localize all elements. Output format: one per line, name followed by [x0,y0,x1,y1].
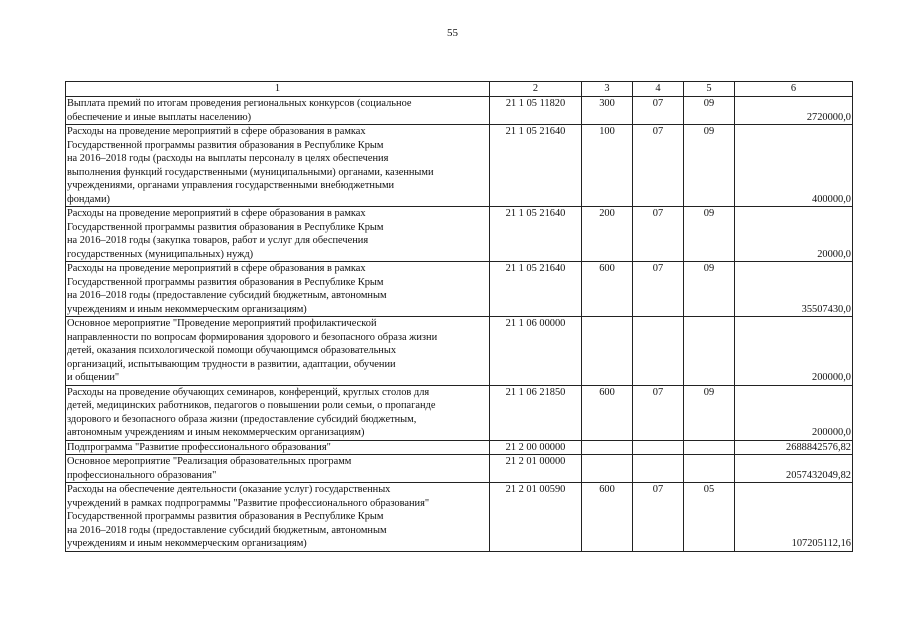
row-amount: 400000,0 [735,125,853,207]
row-description: Основное мероприятие "Проведение мероприятий профилактической направленности по вопросам формирования здорового и безопасного образа жизни детей, оказания психологической помощи обучающимся образовательных организаций, испытывающим трудности в развитии, адаптации, обучении и общении" [66,317,490,386]
row-section [633,455,684,483]
row-expense-type [582,440,633,455]
row-description: Расходы на проведение мероприятий в сфере образования в рамках Государственной программы развития образования в Республике Крым на 2016–2018 годы (закупка товаров, работ и услуг для обеспечения государственных (муниципальных) нужд) [66,207,490,262]
header-col-5: 5 [684,82,735,97]
row-amount: 2720000,0 [735,97,853,125]
row-target-code: 21 1 06 21850 [490,385,582,440]
row-section: 07 [633,262,684,317]
table-row [66,455,853,483]
row-amount: 35507430,0 [735,262,853,317]
row-section: 07 [633,385,684,440]
row-description: Расходы на обеспечение деятельности (оказание услуг) государственных учреждений в рамках подпрограммы "Развитие профессионального образования" Государственной программы развития образования в Республике Крым на 2016–2018 годы (предоставление субсидий бюджетным, автономным учреждениям и иным некоммерческим организациям) [66,483,490,552]
row-subsection: 09 [684,207,735,262]
row-description: Подпрограмма "Развитие профессионального образования" [66,440,490,455]
row-subsection: 09 [684,97,735,125]
row-expense-type: 600 [582,262,633,317]
row-expense-type: 600 [582,385,633,440]
row-amount: 20000,0 [735,207,853,262]
row-description: Расходы на проведение обучающих семинаров, конференций, круглых столов для детей, медицинских работников, педагогов о повышении роли семьи, о пропаганде здорового и безопасного образа жизни (предоставление субсидий бюджетным, автономным учреждениям и иным некоммерческим организациям) [66,385,490,440]
header-col-2: 2 [490,82,582,97]
row-expense-type: 600 [582,483,633,552]
row-section: 07 [633,97,684,125]
row-target-code: 21 1 05 21640 [490,125,582,207]
header-col-4: 4 [633,82,684,97]
row-target-code: 21 2 01 00000 [490,455,582,483]
page-number: 55 [447,27,458,39]
table-row [66,317,853,386]
row-target-code: 21 1 05 21640 [490,262,582,317]
row-description: Основное мероприятие "Реализация образовательных программ профессионального образования" [66,455,490,483]
table-row [66,125,853,207]
row-subsection [684,440,735,455]
header-row [66,82,853,97]
header-col-3: 3 [582,82,633,97]
row-description: Расходы на проведение мероприятий в сфере образования в рамках Государственной программы развития образования в Республике Крым на 2016–2018 годы (расходы на выплаты персоналу в целях обеспечения выполнения функций государственными (муниципальными) органами, казенными учреждениями, органами управления государственными внебюджетными фондами) [66,125,490,207]
budget-table [65,81,853,552]
row-expense-type [582,317,633,386]
table-row [66,385,853,440]
row-expense-type: 200 [582,207,633,262]
row-target-code: 21 2 00 00000 [490,440,582,455]
row-target-code: 21 1 05 21640 [490,207,582,262]
row-target-code: 21 2 01 00590 [490,483,582,552]
row-subsection: 09 [684,385,735,440]
table-row [66,440,853,455]
table-row [66,262,853,317]
row-expense-type: 100 [582,125,633,207]
row-amount: 2688842576,82 [735,440,853,455]
row-amount: 2057432049,82 [735,455,853,483]
row-section [633,440,684,455]
row-description: Расходы на проведение мероприятий в сфере образования в рамках Государственной программы развития образования в Республике Крым на 2016–2018 годы (предоставление субсидий бюджетным, автономным учреждениям и иным некоммерческим организациям) [66,262,490,317]
row-subsection: 09 [684,125,735,207]
row-section: 07 [633,483,684,552]
row-subsection: 09 [684,262,735,317]
table-row [66,207,853,262]
header-col-6: 6 [735,82,853,97]
table-row [66,97,853,125]
row-amount: 200000,0 [735,385,853,440]
table-row [66,483,853,552]
row-amount: 107205112,16 [735,483,853,552]
row-expense-type: 300 [582,97,633,125]
row-section [633,317,684,386]
row-target-code: 21 1 05 11820 [490,97,582,125]
header-col-1: 1 [66,82,490,97]
row-subsection [684,455,735,483]
row-section: 07 [633,207,684,262]
row-subsection: 05 [684,483,735,552]
row-expense-type [582,455,633,483]
row-description: Выплата премий по итогам проведения региональных конкурсов (социальное обеспечение и иные выплаты населению) [66,97,490,125]
row-section: 07 [633,125,684,207]
row-target-code: 21 1 06 00000 [490,317,582,386]
row-amount: 200000,0 [735,317,853,386]
row-subsection [684,317,735,386]
